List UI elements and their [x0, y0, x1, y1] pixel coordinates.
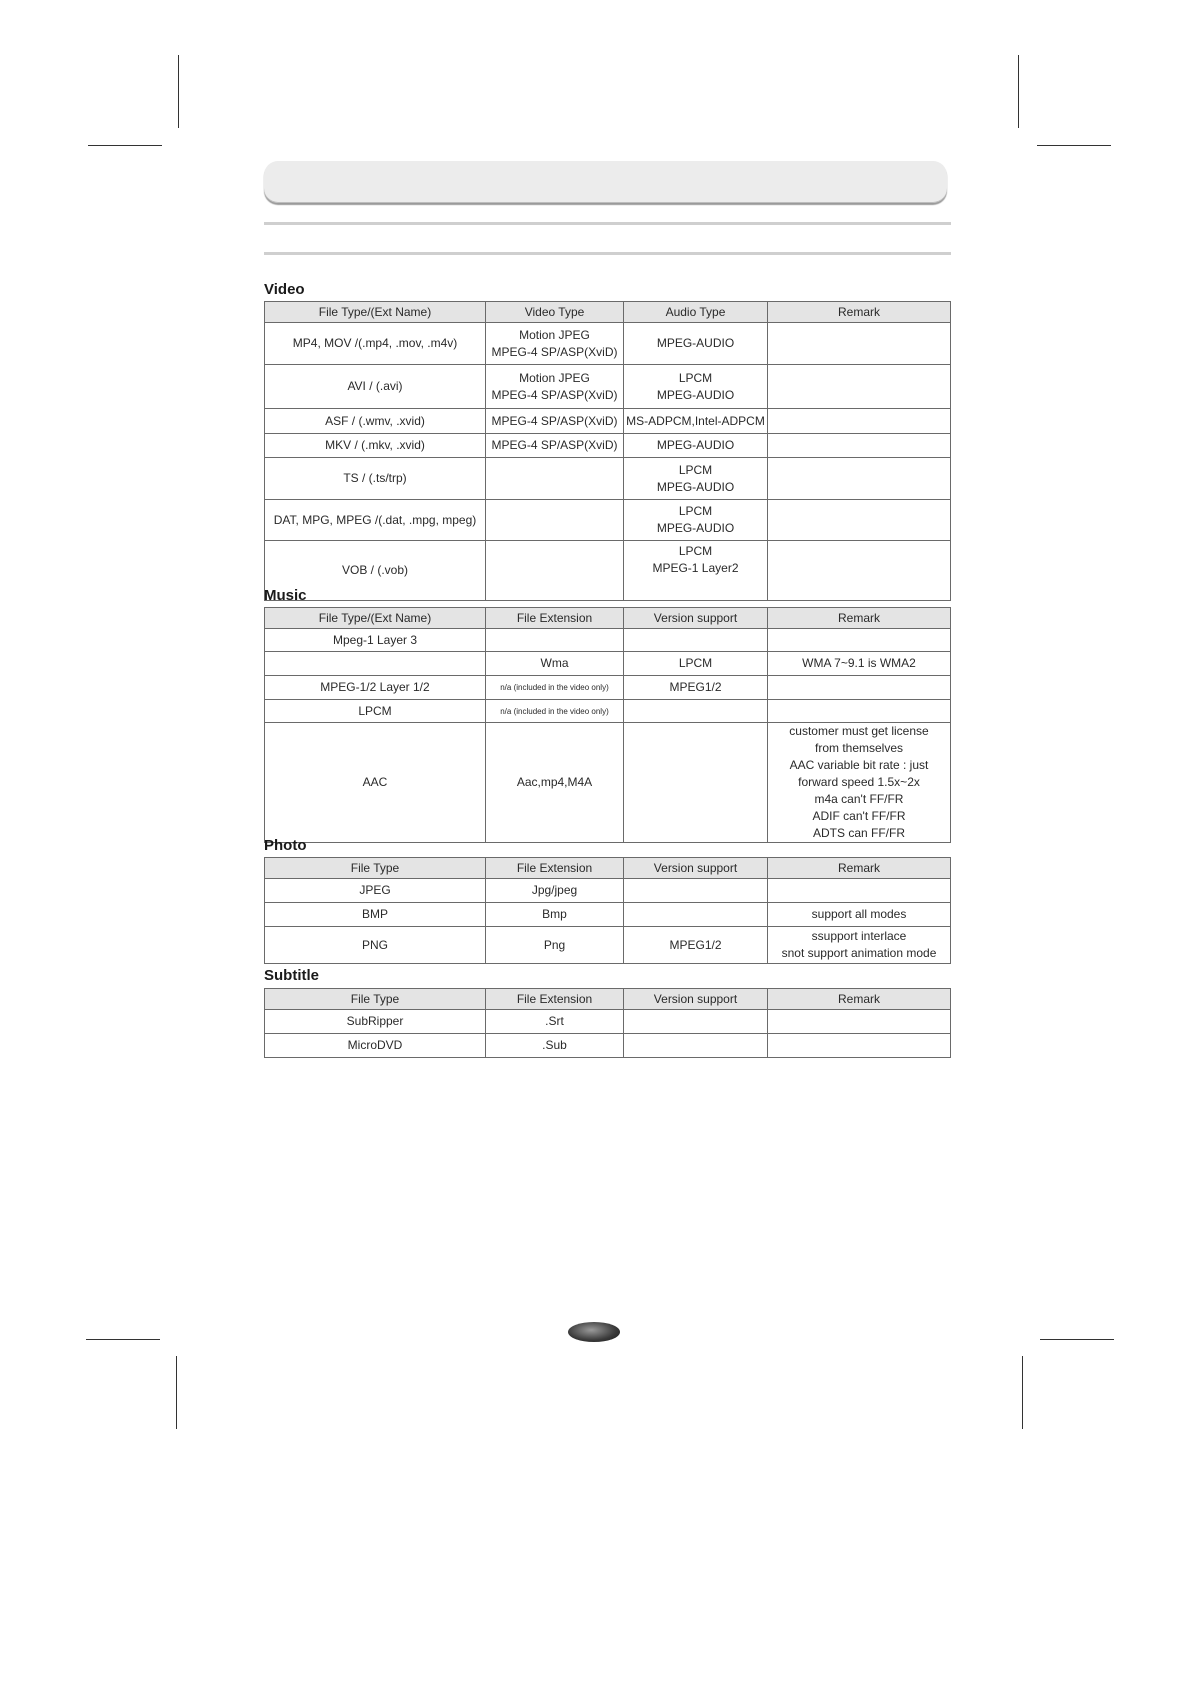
video-type-cell: Motion JPEG MPEG-4 SP/ASP(XviD) [486, 365, 624, 409]
audio-type-cell: LPCM MPEG-1 Layer2 [624, 541, 768, 601]
file-extension-cell: .Sub [486, 1034, 624, 1058]
file-type-cell: TS / (.ts/trp) [265, 458, 486, 500]
file-type-cell: PNG [265, 927, 486, 964]
table-row [265, 365, 951, 409]
file-type-cell: Mpeg-1 Layer 3 [265, 629, 486, 652]
file-extension-cell: Jpg/jpeg [486, 879, 624, 903]
column-header: Audio Type [624, 302, 768, 323]
table-row [265, 541, 951, 601]
video-type-cell [486, 500, 624, 541]
version-support-cell [624, 1034, 768, 1058]
column-header: Version support [624, 608, 768, 629]
crop-mark [1018, 55, 1019, 128]
file-type-cell: VOB / (.vob) [265, 541, 486, 601]
page-number-dot [568, 1322, 620, 1342]
crop-mark [178, 55, 179, 128]
column-header: File Extension [486, 608, 624, 629]
video-type-cell [486, 541, 624, 601]
remark-cell [768, 879, 951, 903]
table-header-row [265, 302, 951, 323]
file-type-cell: MicroDVD [265, 1034, 486, 1058]
video-type-cell: MPEG-4 SP/ASP(XviD) [486, 434, 624, 458]
version-support-cell [624, 700, 768, 723]
table-row [265, 434, 951, 458]
column-header: Remark [768, 858, 951, 879]
video-type-cell [486, 458, 624, 500]
video-format-table [264, 301, 951, 601]
audio-type-cell: MPEG-AUDIO [624, 323, 768, 365]
remark-cell: WMA 7~9.1 is WMA2 [768, 652, 951, 676]
audio-type-cell: LPCM MPEG-AUDIO [624, 500, 768, 541]
column-header: File Extension [486, 858, 624, 879]
file-extension-cell: .Srt [486, 1010, 624, 1034]
table-row [265, 700, 951, 723]
file-type-cell: DAT, MPG, MPEG /(.dat, .mpg, mpeg) [265, 500, 486, 541]
column-header: File Type [265, 989, 486, 1010]
table-header-row [265, 858, 951, 879]
column-header: Remark [768, 608, 951, 629]
remark-cell [768, 1010, 951, 1034]
version-support-cell [624, 879, 768, 903]
crop-mark [88, 145, 162, 146]
remark-cell: customer must get license from themselves AAC variable bit rate : just forward speed 1.5x~2x m4a can't FF/FR ADIF can't FF/FR ADTS can FF/FR [768, 723, 951, 843]
version-support-cell: MPEG1/2 [624, 927, 768, 964]
file-type-cell: AVI / (.avi) [265, 365, 486, 409]
column-header: Remark [768, 989, 951, 1010]
version-support-cell [624, 1010, 768, 1034]
remark-cell [768, 629, 951, 652]
table-row [265, 409, 951, 434]
table-row [265, 500, 951, 541]
table-row [265, 1034, 951, 1058]
file-extension-cell: Bmp [486, 903, 624, 927]
table-row [265, 676, 951, 700]
version-support-cell: MPEG1/2 [624, 676, 768, 700]
file-type-cell [265, 652, 486, 676]
file-type-cell: SubRipper [265, 1010, 486, 1034]
file-extension-cell [486, 629, 624, 652]
file-type-cell: ASF / (.wmv, .xvid) [265, 409, 486, 434]
table-row [265, 927, 951, 964]
table-header-row [265, 989, 951, 1010]
version-support-cell [624, 629, 768, 652]
table-row [265, 903, 951, 927]
remark-cell [768, 434, 951, 458]
video-section-title: Video [264, 281, 305, 298]
file-extension-cell: Png [486, 927, 624, 964]
file-type-cell: MPEG-1/2 Layer 1/2 [265, 676, 486, 700]
audio-type-cell: MS-ADPCM,Intel-ADPCM [624, 409, 768, 434]
column-header: Version support [624, 989, 768, 1010]
version-support-cell [624, 723, 768, 843]
subtitle-section-title: Subtitle [264, 967, 319, 984]
file-type-cell: MP4, MOV /(.mp4, .mov, .m4v) [265, 323, 486, 365]
page-header-band [264, 161, 947, 203]
remark-cell [768, 700, 951, 723]
crop-mark [1022, 1356, 1023, 1429]
file-type-cell: AAC [265, 723, 486, 843]
table-row [265, 629, 951, 652]
crop-mark [1040, 1339, 1114, 1340]
column-header: Video Type [486, 302, 624, 323]
audio-type-cell: MPEG-AUDIO [624, 434, 768, 458]
file-extension-cell: n/a (included in the video only) [486, 700, 624, 723]
file-type-cell: BMP [265, 903, 486, 927]
remark-cell: support all modes [768, 903, 951, 927]
music-section-title: Music [264, 587, 307, 604]
remark-cell [768, 365, 951, 409]
file-type-cell: JPEG [265, 879, 486, 903]
version-support-cell: LPCM [624, 652, 768, 676]
file-extension-cell: n/a (included in the video only) [486, 676, 624, 700]
crop-mark [176, 1356, 177, 1429]
photo-section-title: Photo [264, 837, 307, 854]
video-type-cell: Motion JPEG MPEG-4 SP/ASP(XviD) [486, 323, 624, 365]
column-header: Version support [624, 858, 768, 879]
table-row [265, 652, 951, 676]
audio-type-cell: LPCM MPEG-AUDIO [624, 458, 768, 500]
file-extension-cell: Wma [486, 652, 624, 676]
table-row [265, 879, 951, 903]
remark-cell [768, 409, 951, 434]
column-header: File Type/(Ext Name) [265, 608, 486, 629]
table-row [265, 323, 951, 365]
header-rule [264, 252, 951, 255]
remark-cell [768, 323, 951, 365]
file-type-cell: MKV / (.mkv, .xvid) [265, 434, 486, 458]
crop-mark [86, 1339, 160, 1340]
column-header: File Type/(Ext Name) [265, 302, 486, 323]
file-extension-cell: Aac,mp4,M4A [486, 723, 624, 843]
remark-cell: ssupport interlace snot support animation mode [768, 927, 951, 964]
table-header-row [265, 608, 951, 629]
table-row [265, 1010, 951, 1034]
table-row [265, 458, 951, 500]
column-header: Remark [768, 302, 951, 323]
column-header: File Type [265, 858, 486, 879]
remark-cell [768, 1034, 951, 1058]
file-type-cell: LPCM [265, 700, 486, 723]
audio-type-cell: LPCM MPEG-AUDIO [624, 365, 768, 409]
column-header: File Extension [486, 989, 624, 1010]
remark-cell [768, 541, 951, 601]
version-support-cell [624, 903, 768, 927]
remark-cell [768, 676, 951, 700]
remark-cell [768, 500, 951, 541]
music-format-table [264, 607, 951, 843]
crop-mark [1037, 145, 1111, 146]
table-row [265, 723, 951, 843]
header-rule [264, 222, 951, 225]
remark-cell [768, 458, 951, 500]
video-type-cell: MPEG-4 SP/ASP(XviD) [486, 409, 624, 434]
photo-format-table [264, 857, 951, 964]
subtitle-format-table [264, 988, 951, 1058]
